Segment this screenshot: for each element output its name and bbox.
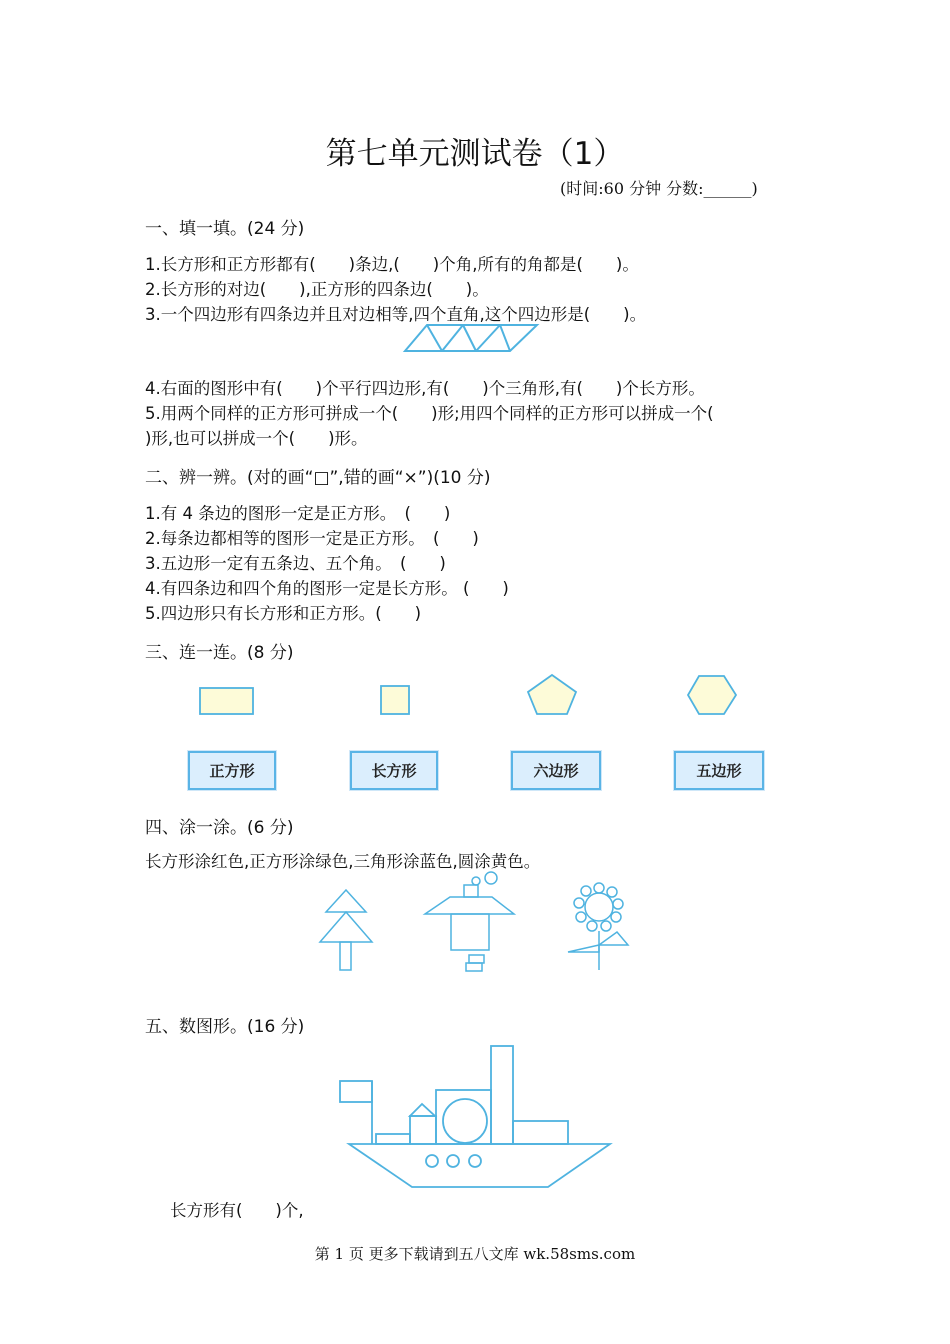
section-2-heading: 二、辨一辨。(对的画“□”,错的画“×”)(10 分) bbox=[145, 468, 491, 488]
page-title: 第七单元测试卷（1） bbox=[325, 136, 625, 172]
s1-question-5b: )形,也可以拼成一个( )形。 bbox=[145, 429, 368, 448]
s1-question-3: 3.一个四边形有四条边并且对边相等,四个直角,这个四边形是( )。 bbox=[145, 305, 647, 324]
s1-question-4: 4.右面的图形中有( )个平行四边形,有( )个三角形,有( )个长方形。 bbox=[145, 379, 705, 398]
label-box-pentagon: 五边形 bbox=[674, 751, 764, 790]
label-box-hexagon: 六边形 bbox=[511, 751, 601, 790]
time-score-line: (时间:60 分钟 分数:______) bbox=[560, 179, 758, 198]
flag-rect bbox=[340, 1081, 372, 1102]
page-footer: 第 1 页 更多下载请到五八文库 wk.58sms.com bbox=[314, 1245, 636, 1263]
s2-question-5: 5.四边形只有长方形和正方形。( ) bbox=[145, 604, 422, 623]
s1-question-2: 2.长方形的对边( ),正方形的四条边( )。 bbox=[145, 280, 489, 299]
section-3-heading: 三、连一连。(8 分) bbox=[145, 643, 294, 663]
label-box-square: 正方形 bbox=[188, 751, 276, 790]
s2-question-1: 1.有 4 条边的图形一定是正方形。 ( ) bbox=[145, 504, 451, 523]
s2-question-2: 2.每条边都相等的图形一定是正方形。 ( ) bbox=[145, 529, 479, 548]
section-5-heading: 五、数图形。(16 分) bbox=[145, 1017, 305, 1037]
section-1-heading: 一、填一填。(24 分) bbox=[145, 219, 305, 239]
s2-question-4: 4.有四条边和四个角的图形一定是长方形。 ( ) bbox=[145, 579, 509, 598]
s4-instruction: 长方形涂红色,正方形涂绿色,三角形涂蓝色,圆涂黄色。 bbox=[145, 852, 541, 871]
s5-question-1: 长方形有( )个, bbox=[170, 1201, 304, 1220]
section-4-heading: 四、涂一涂。(6 分) bbox=[145, 818, 294, 838]
s1-question-1: 1.长方形和正方形都有( )条边,( )个角,所有的角都是( )。 bbox=[145, 255, 639, 274]
s1-question-5a: 5.用两个同样的正方形可拼成一个( )形;用四个同样的正方形可以拼成一个( bbox=[145, 404, 714, 423]
label-box-rectangle: 长方形 bbox=[350, 751, 438, 790]
s2-question-3: 3.五边形一定有五条边、五个角。 ( ) bbox=[145, 554, 446, 573]
